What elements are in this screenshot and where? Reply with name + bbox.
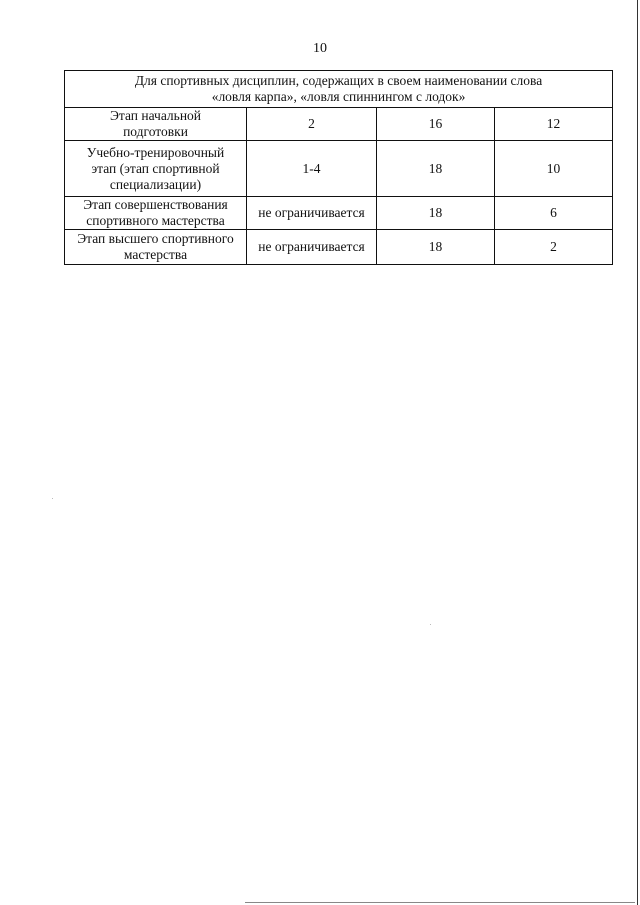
table-cell-col4: 6	[495, 197, 613, 230]
stage-name-cell	[65, 108, 247, 141]
table-cell-col2: 2	[247, 108, 377, 141]
table-row	[65, 141, 613, 197]
table-cell-col4: 2	[495, 230, 613, 265]
table-cell-col2: 1-4	[247, 141, 377, 197]
table-cell-col2: не ограничивается	[247, 197, 377, 230]
table-row	[65, 108, 613, 141]
stage-name-line: специализации)	[109, 176, 202, 192]
stage-name-line: Этап начальной	[109, 108, 202, 123]
table-cell-col4: 10	[495, 141, 613, 197]
stage-name-line: мастерства	[123, 247, 188, 262]
stage-name-cell	[65, 230, 247, 265]
table-header-line-2: «ловля карпа», «ловля спиннингом с лодок»	[211, 89, 466, 104]
stage-name-cell	[65, 141, 247, 197]
table-row	[65, 197, 613, 230]
stage-name-line: Этап высшего спортивного	[77, 231, 234, 246]
table-cell-col3: 18	[377, 141, 495, 197]
stage-name-cell	[65, 197, 247, 230]
page-edge-right	[637, 0, 638, 905]
table-header-cell	[65, 71, 613, 108]
stage-name-line: Учебно-тренировочный	[86, 144, 225, 160]
stage-name-line: Этап совершенствования	[83, 197, 228, 212]
stage-name-line: подготовки	[123, 124, 188, 139]
table-cell-col3: 18	[377, 230, 495, 265]
table-header-row	[65, 71, 613, 108]
stage-name-line: этап (этап спортивной	[91, 160, 220, 176]
sports-stages-table	[64, 70, 613, 265]
table-cell-col4: 12	[495, 108, 613, 141]
table-row	[65, 230, 613, 265]
scan-speck	[430, 624, 431, 625]
table-header-line-1: Для спортивных дисциплин, содержащих в своем наименовании слова	[134, 73, 543, 88]
stage-name-line: спортивного мастерства	[86, 213, 225, 228]
table-cell-col2: не ограничивается	[247, 230, 377, 265]
page-number: 10	[313, 41, 327, 56]
page-edge-bottom	[245, 902, 635, 903]
table-cell-col3: 18	[377, 197, 495, 230]
scan-speck	[52, 498, 53, 499]
table-cell-col3: 16	[377, 108, 495, 141]
